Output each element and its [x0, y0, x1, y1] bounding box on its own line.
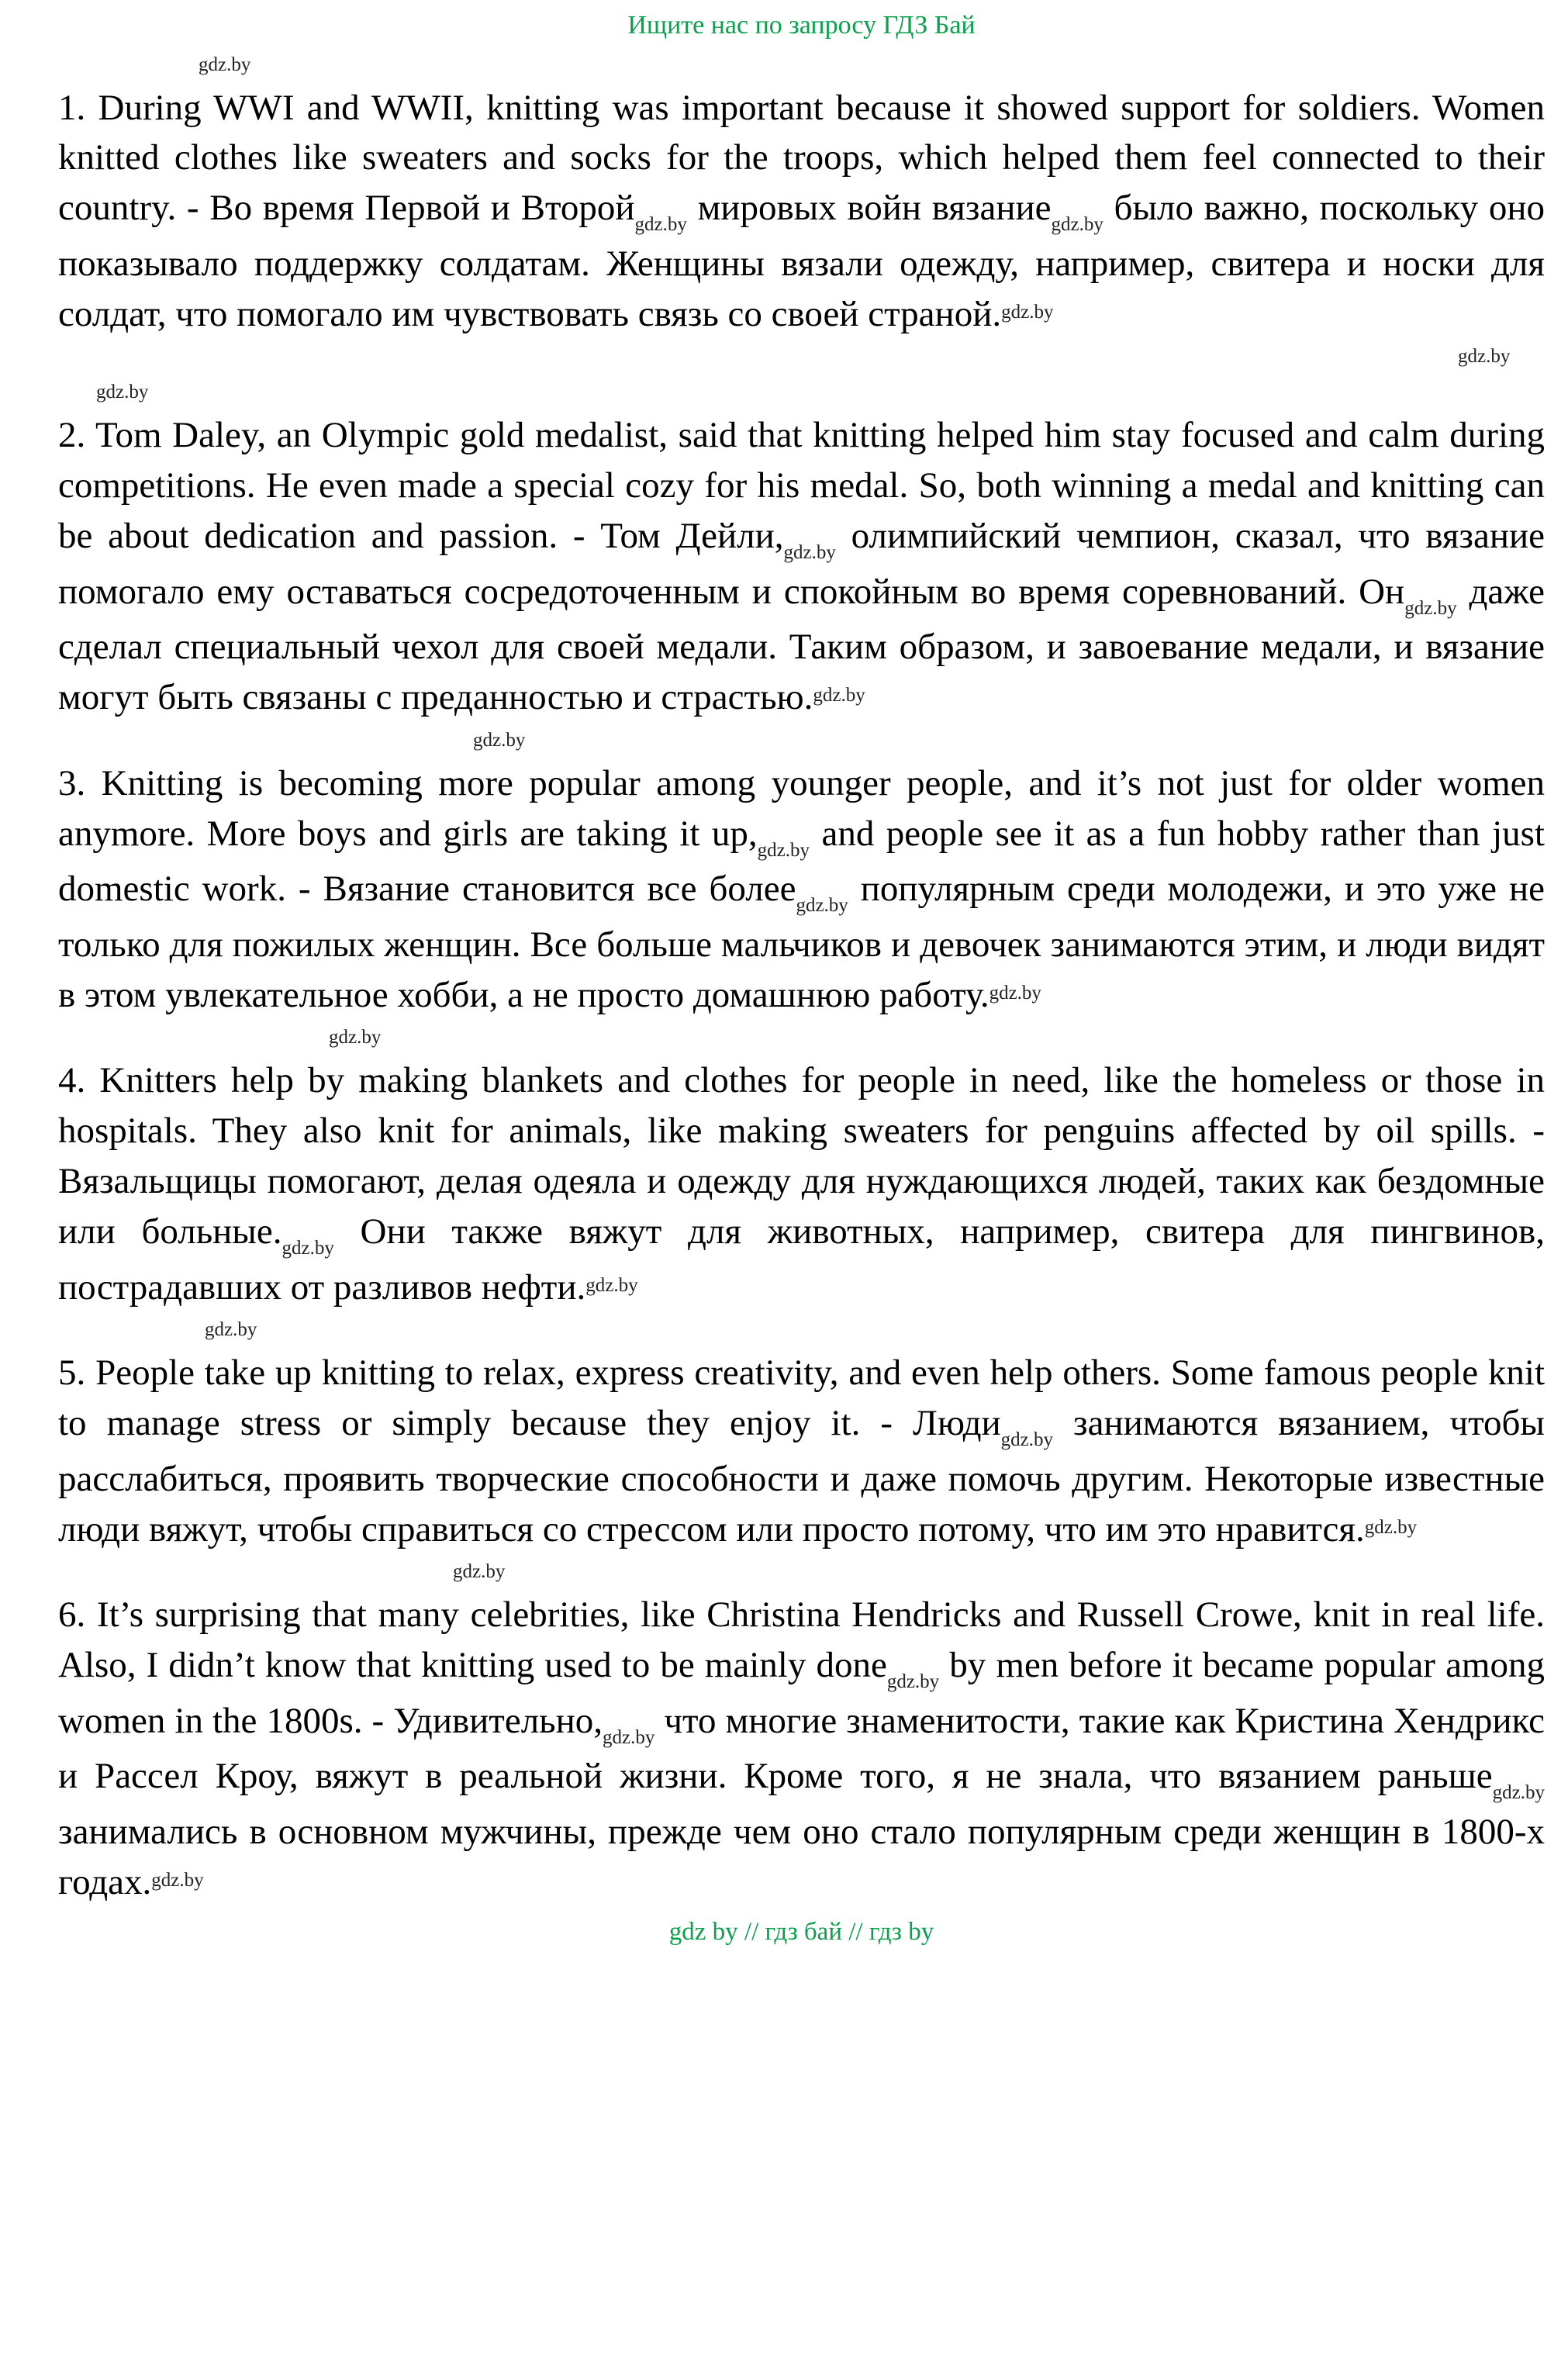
watermark-inline: gdz.by [1404, 597, 1457, 619]
watermark-inline: gdz.by [757, 839, 810, 861]
text-paragraph: 3. Knitting is becoming more popular among younger people, and it’s not just for older women anymore. More boys and girls are taking it $up,_{gdz.by}$ and people see it as a fun hobby rather than just domestic work. - Вязание становится все более$_{gdz.by}$ популярным среди молодежи, и это уже не только для пожилых женщин. Все больше мальчиков и девочек занимаются этим, и люди видят в этом увлекательное хобби, а не просто домашнюю работу.$^{gdz.by}$ [58, 762, 1545, 1015]
watermark-inline: gdz.by [603, 1726, 655, 1748]
watermark-inline: gdz.by [796, 895, 848, 917]
watermark-inline: gdz.by [813, 685, 865, 707]
watermark-inline: gdz.by [1001, 301, 1054, 323]
text-paragraph: 4. Knitters help by making blankets and clothes for people in need, like the homeless or those in hospitals. They also knit for animals, like making sweaters for penguins affected by oil spills. - Вязальщицы помогают, делая одеяла и одежду для нуждающихся людей, таких как бездомные или $больные._{gdz.by}$ Они также вяжут для животных, например, свитера для пингвинов, пострадавших от разливов нефти.$^{gdz.by}$ [58, 1060, 1545, 1308]
watermark-inline: gdz.by [585, 1274, 638, 1296]
watermark-inline: gdz.by [886, 1671, 940, 1693]
watermark-inline: gdz.by [151, 1869, 204, 1891]
watermark-line: gdz.by [205, 1319, 257, 1341]
watermark-inline: gdz.by [1051, 214, 1103, 236]
watermark-line: gdz.by [453, 1561, 506, 1583]
text-paragraph: 2. Tom Daley, an Olympic gold medalist, said that knitting helped him stay focused and calm during competitions. He even made a special cozy for his medal. So, both winning a medal and knitting can be about dedication and passion. - Том $Дейли,_{gdz.by}$ олимпийский чемпион, сказал, что вязание помогало ему оставаться сосредоточенным и спокойным во время соревнований. $Он_{gdz.by}$ даже сделал специальный чехол для своей медали. Таким образом, и завоевание медали, и вязание могут быть связаны с преданностью и страстью.$^{gdz.by}$ [58, 415, 1545, 718]
footer-watermark-links: gdz by // гдз бай // гдз by [668, 1917, 934, 1946]
watermark-line: gdz.by [199, 54, 251, 75]
promo-banner: Ищите нас по запросу ГДЗ Бай [627, 11, 976, 40]
watermark-inline: gdz.by [1364, 1516, 1418, 1538]
text-paragraph: 6. It’s surprising that many celebrities, like Christina Hendricks and Russell Crowe, knit in real life. Also, I didn’t know that knitting used to be mainly done$_{gdz.by}$ by men before it became popular among women in the 1800s. - $Удивительно,_{gdz.by}$ что многие знаменитости, такие как Кристина Хендрикс и Рассел Кроу, вяжут в реальной жизни. Кроме того, я не знала, что вязанием раньше$_{gdz.by}$ занимались в основном мужчины, прежде чем оно стало популярным среди женщин в 1800-х годах.$^{gdz.by}$ [58, 1594, 1546, 1902]
watermark-inline: gdz.by [281, 1238, 334, 1259]
text-paragraph: 5. People take up knitting to relax, express creativity, and even help others. Some famous people knit to manage stress or simply because they enjoy it. - Люди$_{gdz.by}$ занимаются вязанием, чтобы расслабиться, проявить творческие способности и даже помочь другим. Некоторые известные люди вяжут, чтобы справиться со стрессом или просто потому, что им это нравится.$^{gdz.by}$ [58, 1353, 1545, 1549]
document-body [58, 47, 1545, 1908]
text-paragraph: 1. During WWI and WWII, knitting was important because it showed support for soldiers. Women knitted clothes like sweaters and socks for the troops, which helped them feel connected to their country. - Во время Первой и Второй$_{gdz.by}$ мировых войн вязание$_{gdz.by}$ было важно, поскольку оно показывало поддержку солдатам. Женщины вязали одежду, например, свитера и носки для солдат, что помогало им чувствовать связь со своей страной.$^{gdz.by}$ [58, 87, 1545, 334]
watermark-line: gdz.by [473, 729, 526, 751]
watermark-inline: gdz.by [634, 214, 687, 236]
watermark-inline: gdz.by [783, 542, 836, 564]
watermark-line: gdz.by [1458, 346, 1511, 368]
watermark-inline: gdz.by [989, 982, 1041, 1004]
watermark-line: gdz.by [96, 382, 149, 403]
watermark-inline: gdz.by [1000, 1429, 1054, 1451]
watermark-line: gdz.by [329, 1027, 382, 1049]
watermark-inline: gdz.by [1492, 1782, 1545, 1804]
